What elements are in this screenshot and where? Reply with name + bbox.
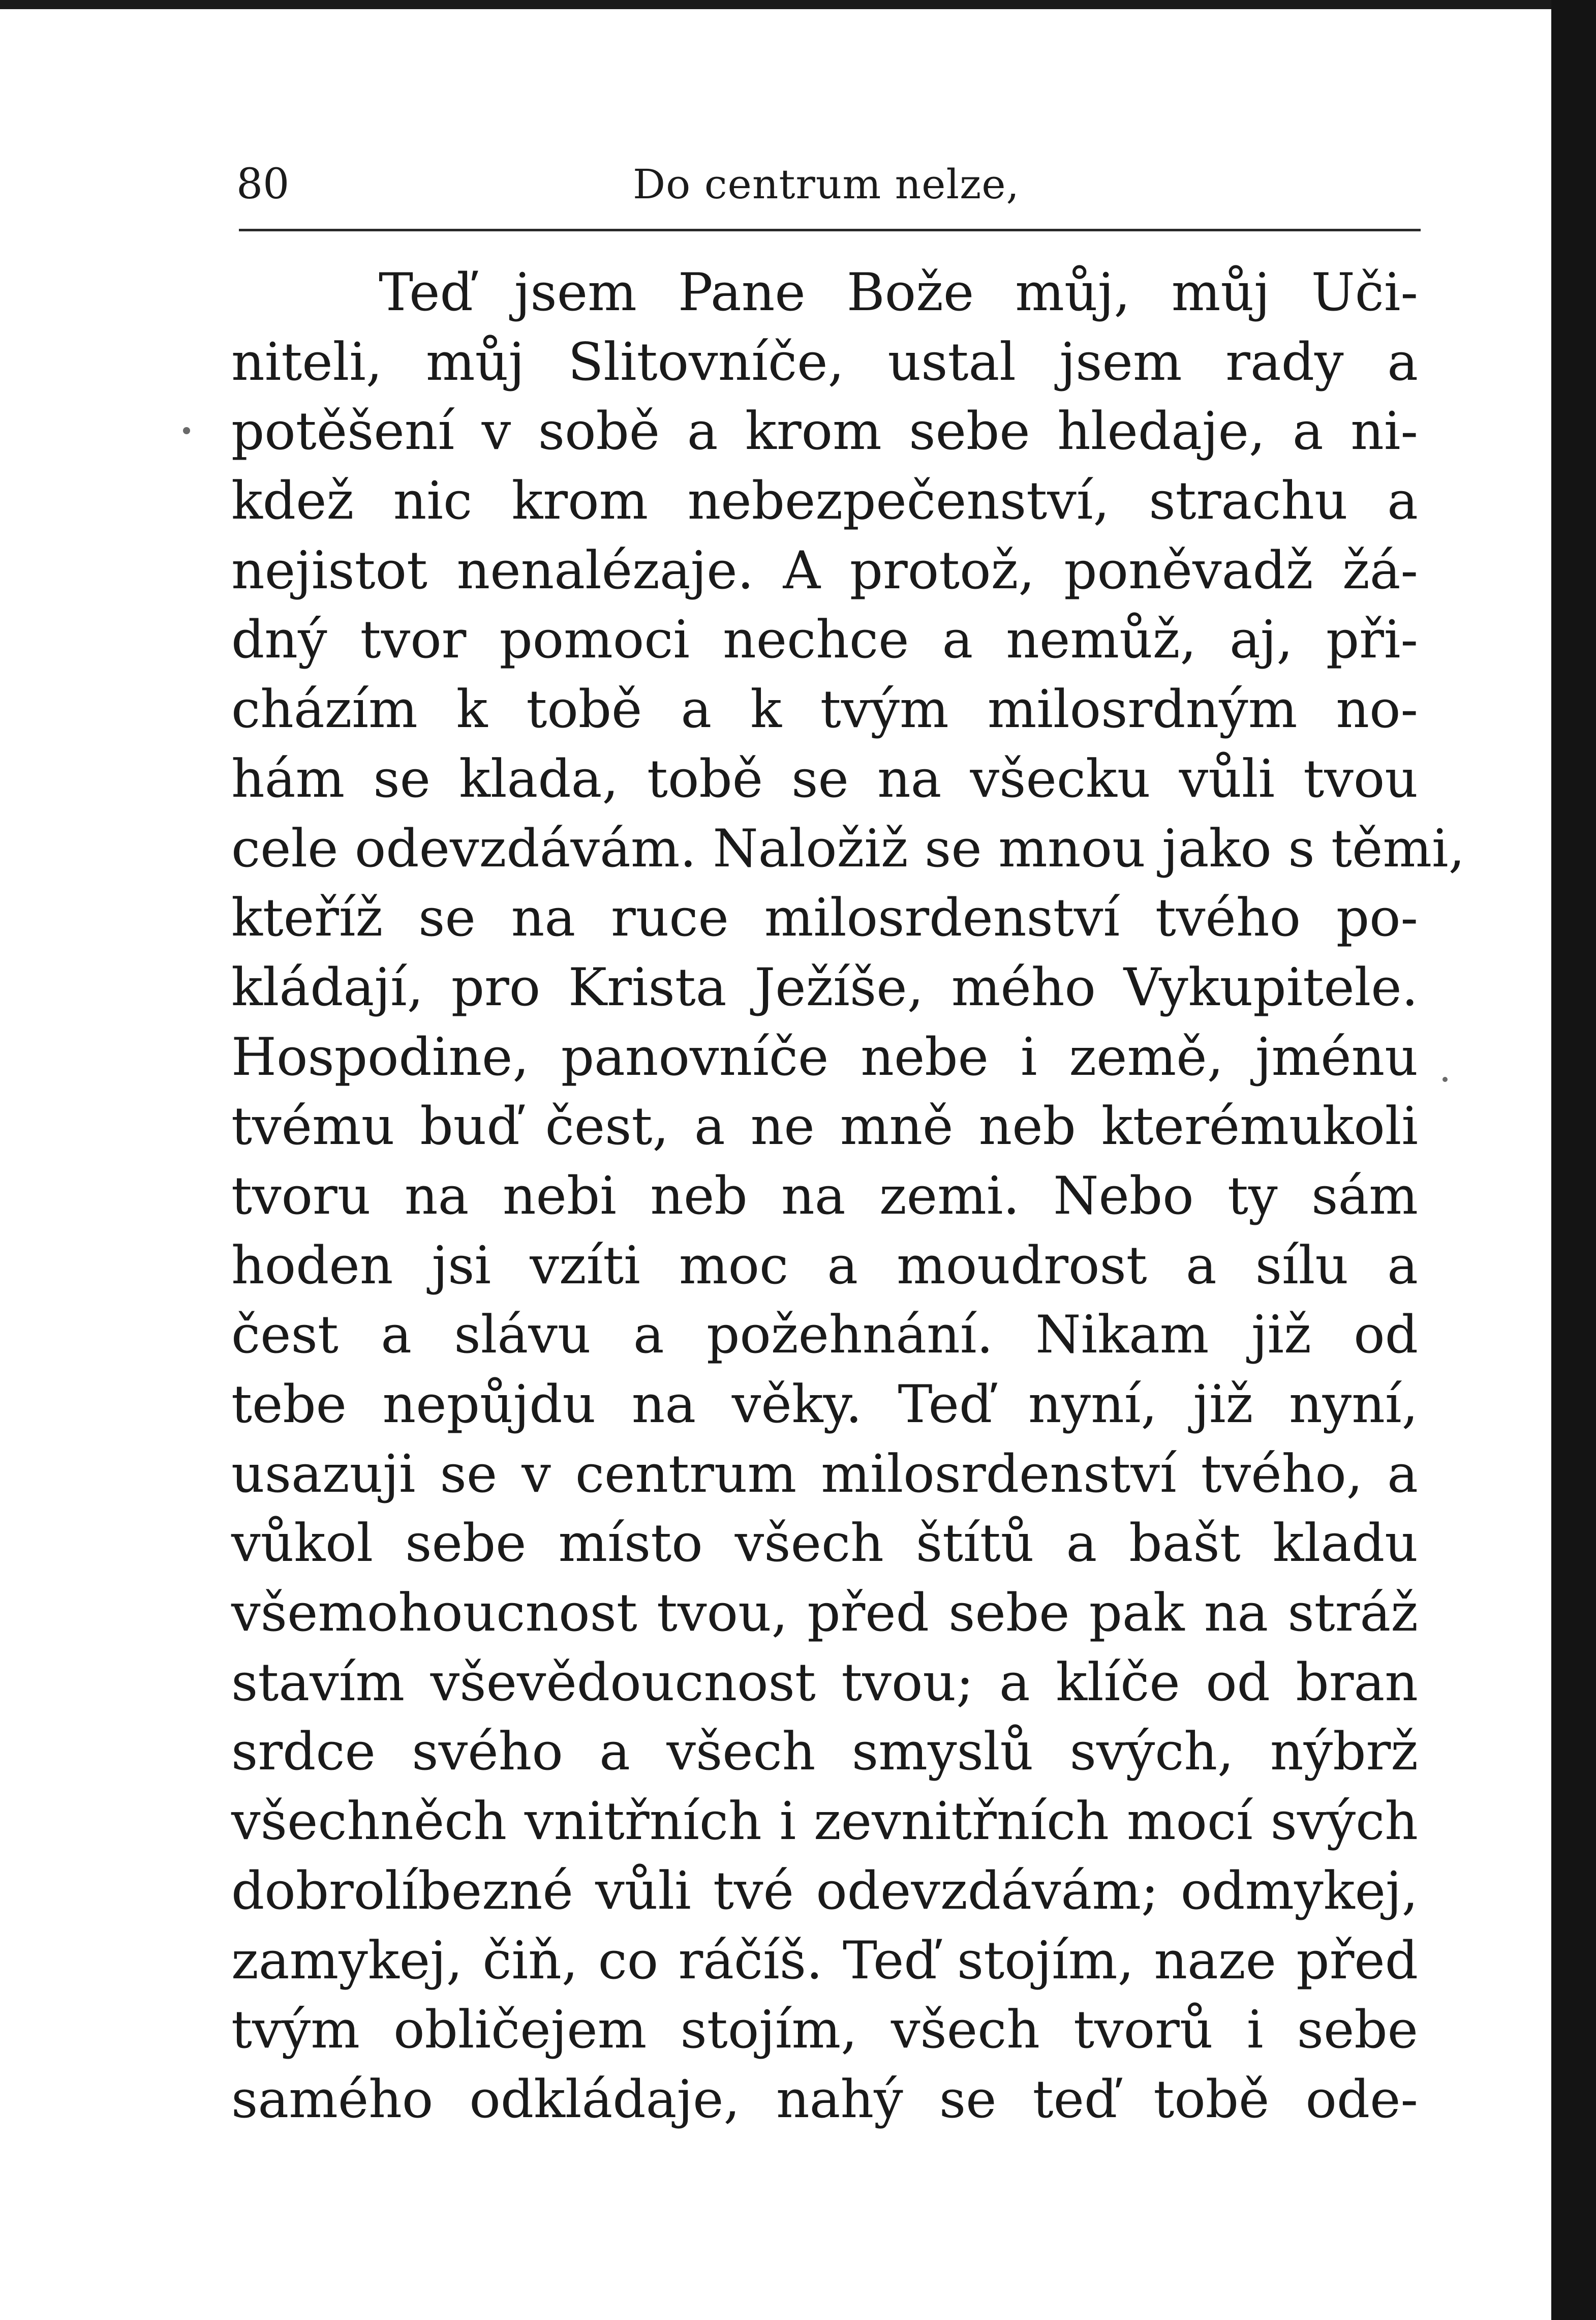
text-line: Teď jsem Pane Bože můj, můj Uči-	[379, 262, 1418, 323]
text-line: Hospodine, panovníče nebe i země, jménu	[231, 1027, 1418, 1088]
book-spine-shadow	[1551, 0, 1596, 2320]
text-line: usazuji se v centrum milosrdenství tvého, a	[231, 1443, 1418, 1504]
text-line: samého odkládaje, nahý se teď tobě ode-	[231, 2069, 1418, 2130]
text-line: čest a slávu a požehnání. Nikam již od	[231, 1305, 1418, 1366]
text-line: tvoru na nebi neb na zemi. Nebo ty sám	[231, 1165, 1418, 1226]
page-header	[236, 157, 1421, 228]
text-line: všechněch vnitřních i zevnitřních mocí svých	[231, 1791, 1418, 1852]
text-line: kládají, pro Krista Ježíše, mého Vykupitele.	[231, 957, 1418, 1018]
text-line: cele odevzdávám. Naložiž se mnou jako s těmi,	[231, 818, 1465, 879]
text-line: hám se klada, tobě se na všecku vůli tvou	[231, 748, 1418, 809]
text-line: nejistot nenalézaje. A protož, poněvadž žá-	[231, 540, 1418, 601]
page-number: 80	[236, 160, 290, 208]
text-line: potěšení v sobě a krom sebe hledaje, a ni-	[231, 401, 1418, 462]
body-text	[231, 258, 1465, 2135]
text-line: niteli, můj Slitovníče, ustal jsem rady a	[231, 332, 1418, 393]
running-title: Do centrum nelze,	[633, 161, 1020, 208]
text-line: dný tvor pomoci nechce a nemůž, aj, při-	[231, 610, 1418, 671]
text-line: dobrolíbezné vůli tvé odevzdávám; odmykej,	[231, 1860, 1418, 1921]
text-line: vůkol sebe místo všech štítů a bašt kladu	[231, 1513, 1418, 1574]
text-line: tebe nepůjdu na věky. Teď nyní, již nyní,	[231, 1374, 1418, 1435]
text-line: cházím k tobě a k tvým milosrdným no-	[231, 679, 1418, 740]
text-line: stavím vševědoucnost tvou; a klíče od bran	[231, 1652, 1418, 1713]
text-line: všemohoucnost tvou, před sebe pak na stráž	[231, 1583, 1418, 1644]
text-line: srdce svého a všech smyslů svých, nýbrž	[231, 1722, 1418, 1783]
text-line: tvým obličejem stojím, všech tvorů i sebe	[231, 2000, 1418, 2061]
text-line: kdež nic krom nebezpečenství, strachu a	[231, 471, 1418, 532]
text-line: kteříž se na ruce milosrdenství tvého po-	[231, 888, 1418, 949]
header-rule	[239, 229, 1421, 231]
print-speck	[1442, 1077, 1448, 1082]
print-speck	[183, 427, 190, 434]
text-line: hoden jsi vzíti moc a moudrost a sílu a	[231, 1235, 1418, 1296]
text-line: tvému buď čest, a ne mně neb kterémukoli	[231, 1096, 1418, 1157]
text-line: zamykej, čiň, co ráčíš. Teď stojím, naze před	[231, 1930, 1418, 1991]
